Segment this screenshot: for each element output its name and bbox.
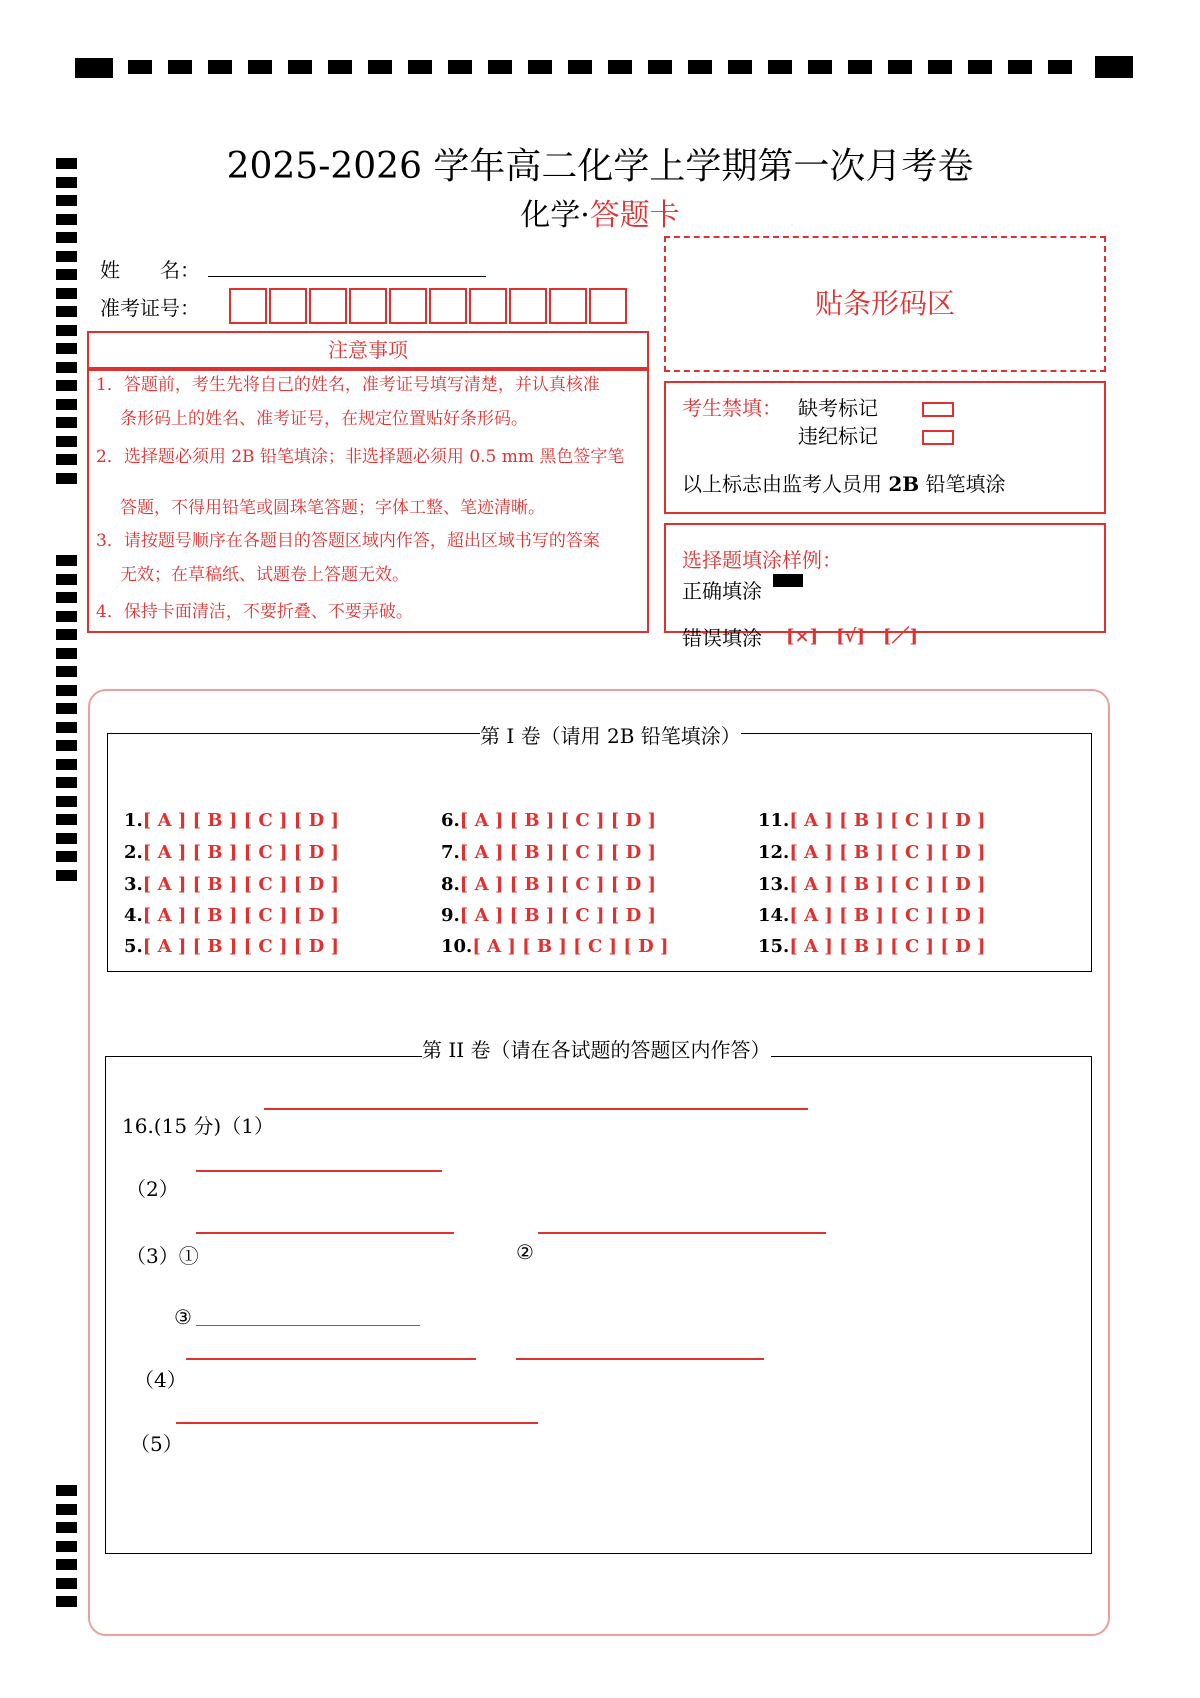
timing-mark bbox=[56, 648, 77, 659]
mc-options[interactable]: [ A ] [ B ] [ C ] [ D ] bbox=[789, 842, 986, 863]
violation-checkbox[interactable] bbox=[922, 430, 954, 445]
notice-item: 3．请按题号顺序在各题目的答题区域内作答，超出区域书写的答案 bbox=[96, 531, 600, 551]
mc-question-number: 8. bbox=[441, 874, 460, 895]
mc-question bbox=[758, 905, 986, 926]
answer-line-4a[interactable] bbox=[186, 1358, 476, 1360]
timing-mark bbox=[56, 685, 77, 696]
timing-mark bbox=[56, 288, 77, 299]
timing-mark bbox=[56, 796, 77, 807]
page-title: 2025-2026 学年高二化学上学期第一次月考卷 bbox=[226, 146, 974, 187]
notice-header bbox=[87, 331, 649, 369]
answer-line-2[interactable] bbox=[196, 1170, 442, 1172]
mc-question-number: 2. bbox=[124, 842, 143, 863]
mc-question bbox=[124, 936, 339, 957]
q16-label: 16.(15 分)（1） bbox=[122, 1114, 274, 1138]
notice-item: 4．保持卡面清洁，不要折叠、不要弄破。 bbox=[96, 602, 413, 622]
notice-title: 注意事项 bbox=[328, 338, 408, 362]
timing-mark bbox=[56, 851, 77, 862]
mc-options[interactable]: [ A ] [ B ] [ C ] [ D ] bbox=[142, 874, 339, 895]
proctor-note-text: 以上标志由监考人员用 bbox=[682, 472, 889, 496]
notice-item: 1．答题前，考生先将自己的姓名，准考证号填写清楚，并认真核准 bbox=[96, 375, 600, 395]
mc-question-number: 5. bbox=[124, 936, 143, 957]
q16-part3b-label: ② bbox=[516, 1240, 534, 1264]
timing-mark bbox=[56, 666, 77, 677]
mc-question bbox=[124, 842, 339, 863]
absent-checkbox[interactable] bbox=[922, 402, 954, 417]
proctor-note-suffix: 铅笔填涂 bbox=[919, 472, 1006, 496]
mc-options[interactable]: [ A ] [ B ] [ C ] [ D ] bbox=[789, 810, 986, 831]
notice-item: 2．选择题必须用 2B 铅笔填涂；非选择题必须用 0.5 mm 黑色签字笔 bbox=[96, 447, 625, 467]
timing-mark bbox=[56, 592, 77, 603]
timing-mark bbox=[56, 1559, 77, 1570]
mc-question-number: 9. bbox=[441, 905, 460, 926]
mc-question bbox=[758, 810, 986, 831]
answer-line-3c[interactable] bbox=[196, 1325, 420, 1326]
wrong-marks: [×] [√] [／] bbox=[786, 626, 919, 647]
proctor-note-pencil: 2B bbox=[888, 472, 920, 496]
timing-mark bbox=[56, 473, 77, 484]
notice-item: 答题，不得用铅笔或圆珠笔答题；字体工整、笔迹清晰。 bbox=[120, 498, 545, 518]
mc-question-number: 13. bbox=[758, 874, 790, 895]
mc-question bbox=[441, 905, 656, 926]
proctor-label: 考生禁填： bbox=[682, 396, 782, 420]
violation-label: 违纪标记 bbox=[798, 424, 878, 448]
timing-mark bbox=[56, 1485, 77, 1496]
mc-question bbox=[441, 810, 656, 831]
timing-mark bbox=[56, 611, 77, 622]
proctor-note bbox=[682, 468, 1006, 497]
q16-part3c-label: ③ bbox=[174, 1305, 192, 1329]
answer-line-5[interactable] bbox=[176, 1422, 538, 1424]
mc-question-number: 1. bbox=[124, 810, 143, 831]
mc-question-number: 3. bbox=[124, 874, 143, 895]
mc-options[interactable]: [ A ] [ B ] [ C ] [ D ] bbox=[459, 810, 656, 831]
timing-mark bbox=[56, 325, 77, 336]
part1-title: 第 I 卷（请用 2B 铅笔填涂） bbox=[480, 720, 741, 749]
subtitle-answer-card: 答题卡 bbox=[589, 198, 680, 233]
mc-question-number: 6. bbox=[441, 810, 460, 831]
timing-mark bbox=[56, 759, 77, 770]
absent-label: 缺考标记 bbox=[798, 396, 878, 420]
mc-question-number: 4. bbox=[124, 905, 143, 926]
mc-question bbox=[758, 936, 986, 957]
mc-options[interactable]: [ A ] [ B ] [ C ] [ D ] bbox=[472, 936, 669, 957]
timing-mark bbox=[56, 1541, 77, 1552]
timing-mark bbox=[56, 306, 77, 317]
mc-options[interactable]: [ A ] [ B ] [ C ] [ D ] bbox=[459, 905, 656, 926]
timing-mark bbox=[56, 833, 77, 844]
mc-question bbox=[441, 936, 669, 957]
timing-mark bbox=[56, 362, 77, 373]
subtitle-subject: 化学· bbox=[520, 198, 590, 233]
mc-options[interactable]: [ A ] [ B ] [ C ] [ D ] bbox=[789, 874, 986, 895]
timing-mark bbox=[56, 814, 77, 825]
q16-part3-label: （3）① bbox=[126, 1244, 199, 1268]
timing-mark bbox=[56, 703, 77, 714]
name-label: 姓 名： bbox=[100, 258, 200, 282]
notice-item: 无效；在草稿纸、试题卷上答题无效。 bbox=[120, 565, 409, 585]
answer-line-4b[interactable] bbox=[516, 1358, 764, 1360]
mc-options[interactable]: [ A ] [ B ] [ C ] [ D ] bbox=[142, 842, 339, 863]
answer-line-1[interactable] bbox=[264, 1108, 808, 1110]
wrong-label: 错误填涂 bbox=[682, 626, 762, 650]
answer-line-3b[interactable] bbox=[538, 1232, 826, 1234]
mc-options[interactable]: [ A ] [ B ] [ C ] [ D ] bbox=[142, 905, 339, 926]
timing-mark bbox=[56, 870, 77, 881]
name-field[interactable] bbox=[208, 276, 486, 277]
timing-mark bbox=[56, 629, 77, 640]
timing-mark bbox=[56, 251, 77, 262]
mc-question bbox=[124, 905, 339, 926]
mc-options[interactable]: [ A ] [ B ] [ C ] [ D ] bbox=[789, 936, 986, 957]
timing-mark bbox=[56, 1504, 77, 1515]
timing-mark bbox=[56, 574, 77, 585]
barcode-label: 贴条形码区 bbox=[814, 287, 955, 320]
mc-options[interactable]: [ A ] [ B ] [ C ] [ D ] bbox=[142, 936, 339, 957]
mc-options[interactable]: [ A ] [ B ] [ C ] [ D ] bbox=[142, 810, 339, 831]
mc-options[interactable]: [ A ] [ B ] [ C ] [ D ] bbox=[789, 905, 986, 926]
mc-question bbox=[758, 842, 986, 863]
barcode-area bbox=[664, 236, 1106, 372]
notice-item: 条形码上的姓名、准考证号，在规定位置贴好条形码。 bbox=[120, 409, 528, 429]
sample-title: 选择题填涂样例： bbox=[682, 548, 842, 572]
mc-question bbox=[441, 874, 656, 895]
timing-mark bbox=[56, 722, 77, 733]
answer-line-3a[interactable] bbox=[196, 1232, 454, 1234]
mc-question-number: 10. bbox=[441, 936, 473, 957]
timing-mark bbox=[56, 454, 77, 465]
correct-label: 正确填涂 bbox=[682, 579, 762, 603]
mc-options[interactable]: [ A ] [ B ] [ C ] [ D ] bbox=[459, 842, 656, 863]
timing-mark bbox=[56, 1578, 77, 1589]
timing-mark bbox=[56, 1522, 77, 1533]
id-label: 准考证号： bbox=[100, 296, 200, 320]
timing-mark bbox=[56, 269, 77, 280]
mc-question bbox=[758, 874, 986, 895]
mc-question bbox=[124, 874, 339, 895]
mc-options[interactable]: [ A ] [ B ] [ C ] [ D ] bbox=[459, 874, 656, 895]
q16-part5-label: （5） bbox=[130, 1432, 183, 1456]
q16-part2-label: （2） bbox=[126, 1177, 179, 1201]
timing-mark bbox=[56, 555, 77, 566]
mc-question-number: 7. bbox=[441, 842, 460, 863]
timing-mark bbox=[56, 380, 77, 391]
q16-part4-label: （4） bbox=[134, 1368, 187, 1392]
mc-question-number: 11. bbox=[758, 810, 790, 831]
page-subtitle bbox=[0, 190, 1200, 234]
timing-mark bbox=[56, 417, 77, 428]
timing-mark bbox=[56, 777, 77, 788]
timing-mark bbox=[56, 436, 77, 447]
timing-mark bbox=[56, 343, 77, 354]
correct-mark bbox=[773, 574, 803, 587]
mc-question-number: 14. bbox=[758, 905, 790, 926]
mc-question bbox=[124, 810, 339, 831]
mc-question bbox=[441, 842, 656, 863]
mc-question-number: 15. bbox=[758, 936, 790, 957]
mc-question-number: 12. bbox=[758, 842, 790, 863]
timing-mark bbox=[56, 740, 77, 751]
timing-mark bbox=[56, 1596, 77, 1607]
timing-mark bbox=[56, 399, 77, 410]
part2-title: 第 II 卷（请在各试题的答题区内作答） bbox=[422, 1034, 771, 1063]
